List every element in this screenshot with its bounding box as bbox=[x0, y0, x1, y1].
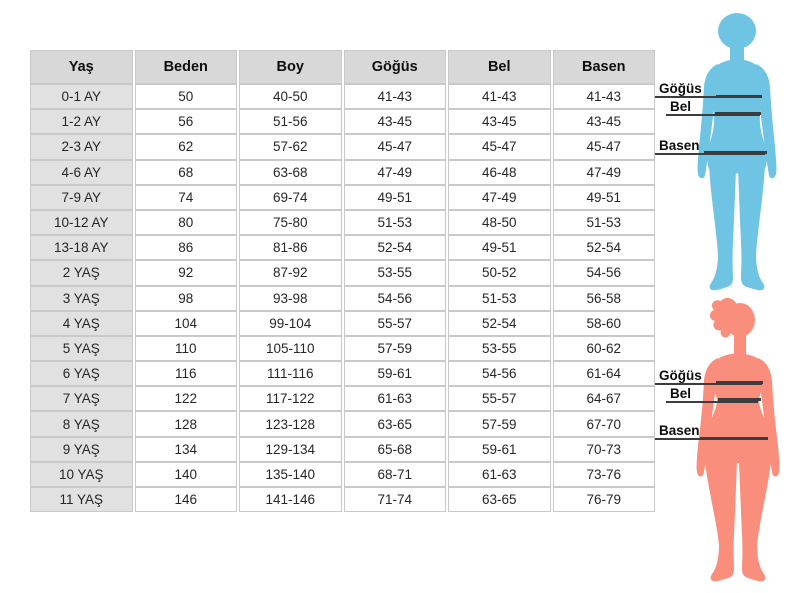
value-cell: 47-49 bbox=[344, 160, 447, 185]
age-cell: 1-2 AY bbox=[30, 109, 133, 134]
value-cell: 54-56 bbox=[553, 260, 656, 285]
table-row bbox=[30, 286, 655, 311]
value-cell: 75-80 bbox=[239, 210, 342, 235]
table-row bbox=[30, 210, 655, 235]
col-header-chest: Göğüs bbox=[344, 50, 447, 84]
age-cell: 7-9 AY bbox=[30, 185, 133, 210]
boy-left-leg bbox=[709, 163, 736, 290]
girl-head bbox=[725, 303, 755, 337]
value-cell: 141-146 bbox=[239, 487, 342, 512]
value-cell: 56-58 bbox=[553, 286, 656, 311]
value-cell: 54-56 bbox=[344, 286, 447, 311]
table-row bbox=[30, 361, 655, 386]
table-row bbox=[30, 336, 655, 361]
value-cell: 65-68 bbox=[344, 437, 447, 462]
col-header-size: Beden bbox=[135, 50, 238, 84]
value-cell: 57-62 bbox=[239, 134, 342, 159]
age-cell: 10 YAŞ bbox=[30, 462, 133, 487]
value-cell: 87-92 bbox=[239, 260, 342, 285]
table-row bbox=[30, 109, 655, 134]
boy-head bbox=[718, 13, 756, 49]
value-cell: 73-76 bbox=[553, 462, 656, 487]
value-cell: 98 bbox=[135, 286, 238, 311]
boy-waist-line bbox=[715, 112, 761, 115]
value-cell: 54-56 bbox=[448, 361, 551, 386]
age-cell: 5 YAŞ bbox=[30, 336, 133, 361]
girl-chest-label-text: Göğüs bbox=[659, 368, 702, 383]
col-header-hip: Basen bbox=[553, 50, 656, 84]
value-cell: 45-47 bbox=[448, 134, 551, 159]
value-cell: 68 bbox=[135, 160, 238, 185]
value-cell: 129-134 bbox=[239, 437, 342, 462]
value-cell: 92 bbox=[135, 260, 238, 285]
value-cell: 51-53 bbox=[448, 286, 551, 311]
age-cell: 4-6 AY bbox=[30, 160, 133, 185]
girl-silhouette bbox=[690, 293, 790, 588]
value-cell: 146 bbox=[135, 487, 238, 512]
value-cell: 53-55 bbox=[448, 336, 551, 361]
value-cell: 52-54 bbox=[448, 311, 551, 336]
value-cell: 53-55 bbox=[344, 260, 447, 285]
girl-left-leg bbox=[704, 451, 737, 581]
value-cell: 111-116 bbox=[239, 361, 342, 386]
size-table bbox=[28, 50, 657, 512]
value-cell: 64-67 bbox=[553, 386, 656, 411]
value-cell: 86 bbox=[135, 235, 238, 260]
value-cell: 60-62 bbox=[553, 336, 656, 361]
value-cell: 59-61 bbox=[448, 437, 551, 462]
value-cell: 43-45 bbox=[344, 109, 447, 134]
girl-hip-label-text: Basen bbox=[659, 423, 700, 438]
value-cell: 47-49 bbox=[448, 185, 551, 210]
value-cell: 99-104 bbox=[239, 311, 342, 336]
value-cell: 46-48 bbox=[448, 160, 551, 185]
value-cell: 63-68 bbox=[239, 160, 342, 185]
value-cell: 51-53 bbox=[344, 210, 447, 235]
value-cell: 122 bbox=[135, 386, 238, 411]
value-cell: 51-56 bbox=[239, 109, 342, 134]
value-cell: 61-63 bbox=[448, 462, 551, 487]
boy-hip-label-text: Basen bbox=[659, 138, 700, 153]
value-cell: 117-122 bbox=[239, 386, 342, 411]
value-cell: 50-52 bbox=[448, 260, 551, 285]
age-cell: 0-1 AY bbox=[30, 84, 133, 109]
girl-chest-line bbox=[716, 381, 763, 384]
value-cell: 123-128 bbox=[239, 411, 342, 436]
age-cell: 6 YAŞ bbox=[30, 361, 133, 386]
value-cell: 48-50 bbox=[448, 210, 551, 235]
value-cell: 52-54 bbox=[553, 235, 656, 260]
value-cell: 55-57 bbox=[344, 311, 447, 336]
girl-right-leg bbox=[739, 451, 772, 581]
age-cell: 8 YAŞ bbox=[30, 411, 133, 436]
value-cell: 55-57 bbox=[448, 386, 551, 411]
age-cell: 9 YAŞ bbox=[30, 437, 133, 462]
table-row bbox=[30, 311, 655, 336]
value-cell: 43-45 bbox=[448, 109, 551, 134]
col-header-waist: Bel bbox=[448, 50, 551, 84]
boy-silhouette bbox=[690, 10, 790, 300]
value-cell: 49-51 bbox=[553, 185, 656, 210]
age-cell: 11 YAŞ bbox=[30, 487, 133, 512]
value-cell: 68-71 bbox=[344, 462, 447, 487]
age-cell: 13-18 AY bbox=[30, 235, 133, 260]
table-row bbox=[30, 386, 655, 411]
value-cell: 116 bbox=[135, 361, 238, 386]
value-cell: 58-60 bbox=[553, 311, 656, 336]
value-cell: 81-86 bbox=[239, 235, 342, 260]
value-cell: 45-47 bbox=[553, 134, 656, 159]
age-cell: 3 YAŞ bbox=[30, 286, 133, 311]
table-row bbox=[30, 437, 655, 462]
girl-neck bbox=[734, 333, 746, 355]
boy-chest-label-text: Göğüs bbox=[659, 81, 702, 96]
value-cell: 63-65 bbox=[448, 487, 551, 512]
value-cell: 51-53 bbox=[553, 210, 656, 235]
value-cell: 74 bbox=[135, 185, 238, 210]
table-row bbox=[30, 411, 655, 436]
header-row bbox=[30, 50, 655, 84]
age-cell: 10-12 AY bbox=[30, 210, 133, 235]
value-cell: 93-98 bbox=[239, 286, 342, 311]
col-header-age: Yaş bbox=[30, 50, 133, 84]
value-cell: 40-50 bbox=[239, 84, 342, 109]
value-cell: 69-74 bbox=[239, 185, 342, 210]
value-cell: 49-51 bbox=[344, 185, 447, 210]
age-cell: 2-3 AY bbox=[30, 134, 133, 159]
value-cell: 57-59 bbox=[344, 336, 447, 361]
table-row bbox=[30, 462, 655, 487]
value-cell: 52-54 bbox=[344, 235, 447, 260]
girl-hip-line bbox=[700, 437, 768, 440]
age-cell: 4 YAŞ bbox=[30, 311, 133, 336]
value-cell: 104 bbox=[135, 311, 238, 336]
value-cell: 41-43 bbox=[448, 84, 551, 109]
value-cell: 61-64 bbox=[553, 361, 656, 386]
age-cell: 7 YAŞ bbox=[30, 386, 133, 411]
value-cell: 47-49 bbox=[553, 160, 656, 185]
boy-right-leg bbox=[738, 163, 765, 290]
value-cell: 41-43 bbox=[553, 84, 656, 109]
value-cell: 134 bbox=[135, 437, 238, 462]
table-row bbox=[30, 487, 655, 512]
table-row bbox=[30, 134, 655, 159]
value-cell: 61-63 bbox=[344, 386, 447, 411]
table-row bbox=[30, 185, 655, 210]
value-cell: 59-61 bbox=[344, 361, 447, 386]
table-row bbox=[30, 160, 655, 185]
value-cell: 50 bbox=[135, 84, 238, 109]
table-row bbox=[30, 84, 655, 109]
girl-waist-line bbox=[718, 398, 761, 401]
value-cell: 135-140 bbox=[239, 462, 342, 487]
value-cell: 43-45 bbox=[553, 109, 656, 134]
value-cell: 110 bbox=[135, 336, 238, 361]
value-cell: 71-74 bbox=[344, 487, 447, 512]
value-cell: 62 bbox=[135, 134, 238, 159]
boy-hip-line bbox=[704, 151, 767, 154]
value-cell: 41-43 bbox=[344, 84, 447, 109]
value-cell: 63-65 bbox=[344, 411, 447, 436]
value-cell: 45-47 bbox=[344, 134, 447, 159]
value-cell: 56 bbox=[135, 109, 238, 134]
value-cell: 80 bbox=[135, 210, 238, 235]
value-cell: 105-110 bbox=[239, 336, 342, 361]
table-row bbox=[30, 235, 655, 260]
value-cell: 76-79 bbox=[553, 487, 656, 512]
value-cell: 57-59 bbox=[448, 411, 551, 436]
value-cell: 70-73 bbox=[553, 437, 656, 462]
size-table-body bbox=[30, 84, 655, 512]
boy-waist-label-text: Bel bbox=[670, 99, 692, 114]
value-cell: 140 bbox=[135, 462, 238, 487]
boy-chest-line bbox=[716, 95, 762, 98]
value-cell: 67-70 bbox=[553, 411, 656, 436]
col-header-height: Boy bbox=[239, 50, 342, 84]
age-cell: 2 YAŞ bbox=[30, 260, 133, 285]
girl-waist-label-text: Bel bbox=[670, 386, 692, 401]
value-cell: 49-51 bbox=[448, 235, 551, 260]
value-cell: 128 bbox=[135, 411, 238, 436]
table-row bbox=[30, 260, 655, 285]
